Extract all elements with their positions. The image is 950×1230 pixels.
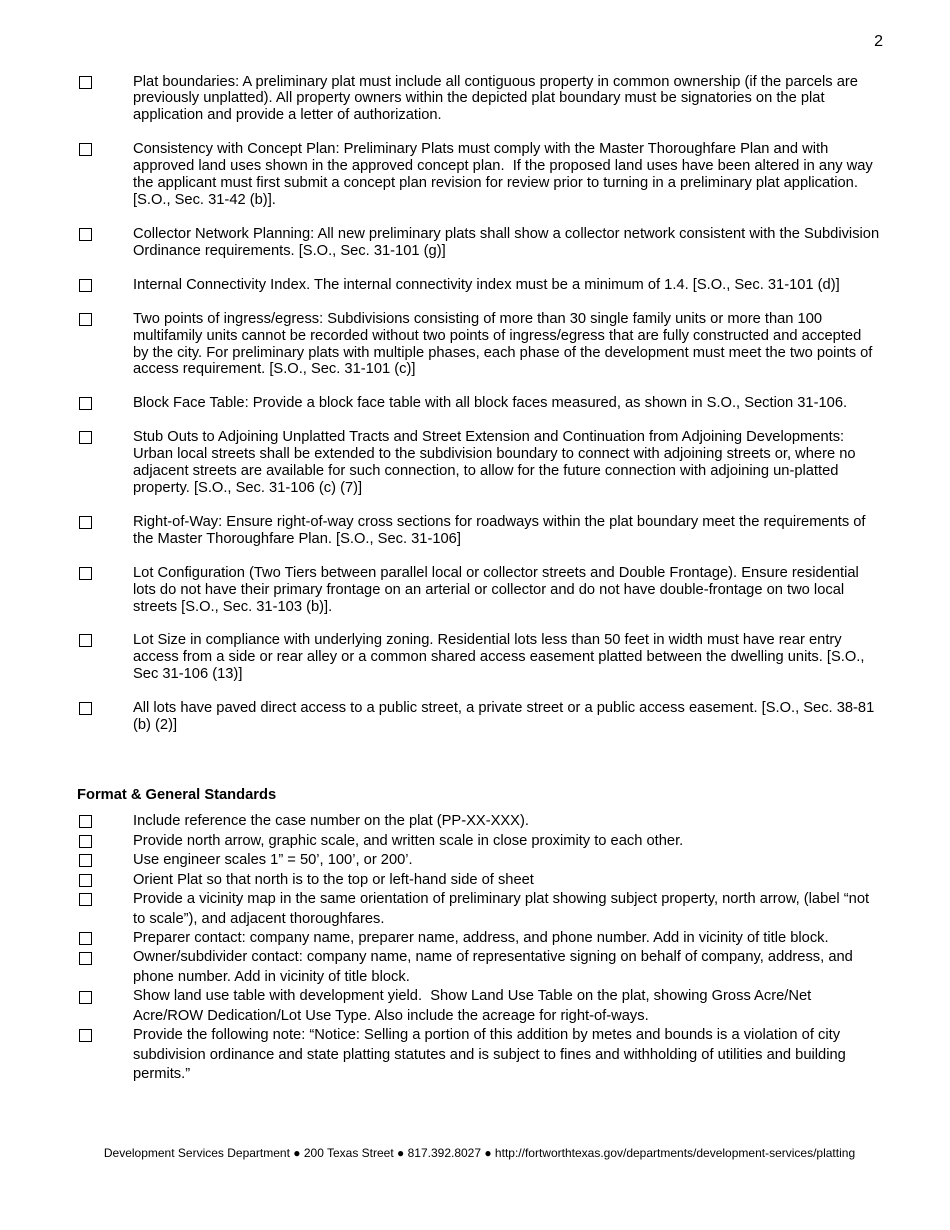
checklist-item-line: permits.” xyxy=(133,1066,191,1083)
checklist-item-line: Lot Size in compliance with underlying zoning. Residential lots less than 50 feet in width must have rear entry xyxy=(133,632,842,649)
checklist-item-north-arrow xyxy=(0,832,950,851)
checkbox[interactable] xyxy=(79,952,92,965)
checklist-item-text xyxy=(133,514,950,548)
checkbox[interactable] xyxy=(79,279,92,292)
checkbox[interactable] xyxy=(79,854,92,867)
checklist-item-concept-plan xyxy=(0,141,950,209)
checklist-item-line: lots do not have their primary frontage on an arterial or collector and do not have double-frontage on two local xyxy=(133,581,845,598)
checkbox[interactable] xyxy=(79,431,92,444)
checklist-item-ingress-egress xyxy=(0,311,950,379)
checklist-item-right-of-way xyxy=(0,514,950,548)
checklist-item-line: access requirement. [S.O., Sec. 31-101 (c)] xyxy=(133,361,416,378)
checklist-item-line: application and provide a letter of authorization. xyxy=(133,107,442,124)
checklist-item-line: Use engineer scales 1” = 50’, 100’, or 200’. xyxy=(133,852,413,869)
checklist-item-connectivity-index xyxy=(0,277,950,294)
checkbox[interactable] xyxy=(79,634,92,647)
checkbox[interactable] xyxy=(79,991,92,1004)
section-heading: Format & General Standards xyxy=(77,786,277,803)
checklist-item-text xyxy=(133,395,950,412)
checklist-item-stub-outs xyxy=(0,429,950,497)
checklist-item-line: Two points of ingress/egress: Subdivisions consisting of more than 30 single family units or more than 100 xyxy=(133,310,823,327)
checklist-item-line: Owner/subdivider contact: company name, name of representative signing on behalf of company, address, and xyxy=(133,949,853,966)
checkbox[interactable] xyxy=(79,932,92,945)
checklist-item-land-use-table xyxy=(0,987,950,1026)
checklist-item-line: [S.O., Sec. 31-42 (b)]. xyxy=(133,192,276,209)
checkbox[interactable] xyxy=(79,313,92,326)
checkbox[interactable] xyxy=(79,815,92,828)
checkbox[interactable] xyxy=(79,567,92,580)
checklist-item-lot-configuration xyxy=(0,565,950,616)
checklist-item-line: Collector Network Planning: All new preliminary plats shall show a collector network consistent with the Subdivision xyxy=(133,225,880,242)
checkbox[interactable] xyxy=(79,702,92,715)
checklist-item-line: Provide the following note: “Notice: Selling a portion of this addition by metes and bounds is a violation of city xyxy=(133,1027,841,1044)
checklist-item-line: the applicant must first submit a concept plan revision for review prior to turning in a preliminary plat application. xyxy=(133,175,858,192)
checkbox[interactable] xyxy=(79,874,92,887)
checklist-item-text xyxy=(133,871,950,890)
checklist-item-orient-plat xyxy=(0,871,950,890)
checklist-item-line: property. [S.O., Sec. 31-106 (c) (7)] xyxy=(133,480,363,496)
checklist-item-preparer-contact xyxy=(0,929,950,948)
checklist-item-line: Stub Outs to Adjoining Unplatted Tracts and Street Extension and Continuation from Adjoining Developments: xyxy=(133,429,845,446)
checklist-item-line: Ordinance requirements. [S.O., Sec. 31-101 (g)] xyxy=(133,242,446,259)
checklist-item-line: approved land uses shown in the approved concept plan. If the proposed land uses have been altered in any way xyxy=(133,158,873,175)
checklist-item-paved-access xyxy=(0,700,950,734)
checklist-item-case-number xyxy=(0,812,950,831)
checklist-item-text xyxy=(133,429,950,497)
checklist-item-text xyxy=(133,277,950,294)
checklist-item-vicinity-map xyxy=(0,890,950,929)
checklist-item-owner-contact xyxy=(0,948,950,987)
checklist-item-collector-network xyxy=(0,226,950,260)
checkbox[interactable] xyxy=(79,1029,92,1042)
checklist-item-line: Block Face Table: Provide a block face table with all block faces measured, as shown in S.O., Section 31-106. xyxy=(133,395,848,412)
checklist-item-line: Acre/ROW Dedication/Lot Use Type. Also include the acreage for right-of-ways. xyxy=(133,1007,649,1024)
checklist-item-metes-and-bounds-note xyxy=(0,1026,950,1084)
checklist-item-block-face-table xyxy=(0,395,950,412)
checklist-item-line: multifamily units cannot be recorded without two points of ingress/egress that are fully constructed and accepted xyxy=(133,327,862,344)
checklist-item-line: to scale”), and adjacent thoroughfares. xyxy=(133,910,385,927)
checklist-item-plat-boundaries xyxy=(0,74,950,125)
checklist-item-line: subdivision ordinance and state platting statutes and is subject to fines and withholding of utilities and building xyxy=(133,1046,846,1063)
checklist-item-text xyxy=(133,812,950,831)
checklist-item-line: Provide a vicinity map in the same orientation of preliminary plat showing subject property, north arrow, (label “not xyxy=(133,891,870,908)
checklist-item-line: Plat boundaries: A preliminary plat must include all contiguous property in common ownership (if the parcels are xyxy=(133,73,858,90)
checklist-item-line: Orient Plat so that north is to the top or left-hand side of sheet xyxy=(133,871,534,888)
checklist-item-text xyxy=(133,74,950,125)
checklist-item-line: phone number. Add in vicinity of title block. xyxy=(133,968,410,985)
checklist-item-text xyxy=(133,1026,950,1084)
checklist-item-line: adjacent streets are available for such connection, to allow for the future connection with adjoining un-platted xyxy=(133,463,839,480)
checklist-item-line: Lot Configuration (Two Tiers between parallel local or collector streets and Double Frontage). Ensure residential xyxy=(133,564,859,581)
checklist-item-text xyxy=(133,832,950,851)
checklist-item-text xyxy=(133,141,950,209)
checkbox[interactable] xyxy=(79,516,92,529)
checklist-item-text xyxy=(133,226,950,260)
checklist-item-line: Provide north arrow, graphic scale, and written scale in close proximity to each other. xyxy=(133,832,684,849)
checklist-item-text xyxy=(133,565,950,616)
checklist-item-line: Consistency with Concept Plan: Preliminary Plats must comply with the Master Thoroughfare Plan and with xyxy=(133,141,829,158)
checklist-item-text xyxy=(133,700,950,734)
checkbox[interactable] xyxy=(79,76,92,89)
checklist-item-line: streets [S.O., Sec. 31-103 (b)]. xyxy=(133,598,333,615)
checklist-item-line: Sec 31-106 (13)] xyxy=(133,666,243,683)
checklist-item-text xyxy=(133,929,950,948)
checklist-item-line: Show land use table with development yield. Show Land Use Table on the plat, showing Gross Acre/Net xyxy=(133,988,812,1005)
checklist-item-line: the Master Thoroughfare Plan. [S.O., Sec. 31-106] xyxy=(133,530,461,547)
checkbox[interactable] xyxy=(79,835,92,848)
checklist-item-line: Urban local streets shall be extended to the subdivision boundary to connect with adjoining streets or, where no xyxy=(133,446,856,463)
checklist-item-line: Right-of-Way: Ensure right-of-way cross sections for roadways within the plat boundary meet the requirements of xyxy=(133,513,866,530)
page-footer: Development Services Department ● 200 Texas Street ● 817.392.8027 ● http://fortworthtexas.gov/departments/development-services/platting xyxy=(103,1146,856,1160)
checkbox[interactable] xyxy=(79,397,92,410)
checklist-item-line: Preparer contact: company name, preparer name, address, and phone number. Add in vicinity of title block. xyxy=(133,930,829,947)
checklist-item-text xyxy=(133,851,950,870)
checklist-item-line: by the city. For preliminary plats with multiple phases, each phase of the development must meet the two points of xyxy=(133,344,873,361)
checklist-item-lot-size xyxy=(0,632,950,683)
checklist-item-line: access from a side or rear alley or a common shared access easement platted between the dwelling units. [S.O., xyxy=(133,649,865,666)
checklist-item-line: Internal Connectivity Index. The internal connectivity index must be a minimum of 1.4. [S.O., Sec. 31-101 (d)] xyxy=(133,276,840,293)
checklist-item-line: previously unplatted). All property owners within the depicted plat boundary must be signatories on the plat xyxy=(133,90,825,107)
checkbox[interactable] xyxy=(79,893,92,906)
checklist-item-text xyxy=(133,987,950,1026)
checklist-item-line: All lots have paved direct access to a public street, a private street or a public access easement. [S.O., Sec. 38-81 xyxy=(133,700,875,717)
page-number: 2 xyxy=(874,33,883,50)
checklist-item-text xyxy=(133,890,950,929)
checklist-item-engineer-scales xyxy=(0,851,950,870)
format-standards-checklist xyxy=(0,812,950,1084)
checkbox[interactable] xyxy=(79,143,92,156)
checklist-item-line: (b) (2)] xyxy=(133,717,178,734)
checkbox[interactable] xyxy=(79,228,92,241)
plat-requirements-checklist xyxy=(0,74,950,735)
checklist-item-text xyxy=(133,948,950,987)
checklist-item-text xyxy=(133,632,950,683)
checklist-item-text xyxy=(133,311,950,379)
checklist-item-line: Include reference the case number on the plat (PP-XX-XXX). xyxy=(133,813,529,830)
